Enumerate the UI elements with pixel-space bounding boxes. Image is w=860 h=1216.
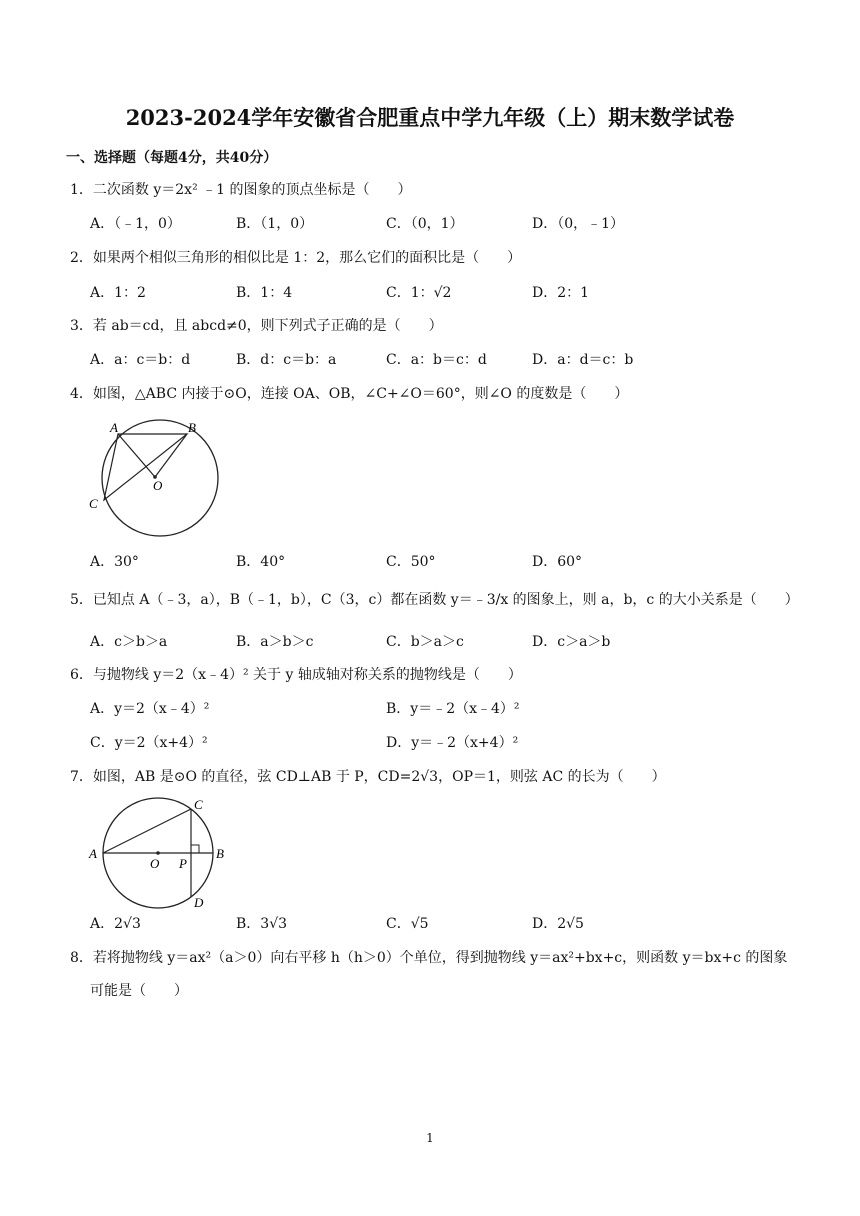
q4-label-a: A — [110, 420, 118, 435]
question-3-stem: 3．若 ab＝cd，且 abcd≠0，则下列式子正确的是（ ） — [70, 318, 443, 334]
question-8-stem: 8．若将抛物线 y＝ax²（a＞0）向右平移 h（h＞0）个单位，得到抛物线 y＝ax²+bx+c，则函数 y＝bx+c 的图象 — [70, 950, 788, 966]
q4-option-b: B．40° — [236, 554, 286, 570]
q7-center-point — [156, 851, 160, 855]
q1-option-a: A．（﹣1，0） — [90, 216, 181, 232]
q1-option-d: D．（0，﹣1） — [532, 216, 625, 232]
q7-label-b: B — [216, 846, 224, 861]
q3-option-d: D．a：d＝c：b — [532, 352, 634, 368]
q7-chord-ac — [103, 809, 191, 853]
q5-option-b: B．a＞b＞c — [236, 634, 314, 650]
q4-label-o: O — [153, 478, 163, 493]
q4-option-a: A．30° — [90, 554, 139, 570]
question-2-stem: 2．如果两个相似三角形的相似比是 1：2，那么它们的面积比是（ ） — [70, 250, 522, 266]
q6-option-b: B．y＝﹣2（x﹣4）² — [386, 701, 520, 717]
q6-option-d: D．y＝﹣2（x+4）² — [386, 735, 519, 751]
q2-option-c: C．1：√2 — [386, 285, 452, 301]
q4-option-d: D．60° — [532, 554, 583, 570]
q7-option-c: C．√5 — [386, 916, 429, 932]
q7-label-d: D — [194, 895, 204, 910]
question-8-stem-continued: 可能是（ ） — [90, 983, 188, 999]
page-number: 1 — [426, 1131, 434, 1145]
q3-option-c: C．a：b＝c：d — [386, 352, 487, 368]
question-4-stem: 4．如图，△ABC 内接于⊙O，连接 OA、OB，∠C+∠O＝60°，则∠O 的度数是（ ） — [70, 386, 629, 402]
q4-label-c: C — [89, 496, 98, 511]
q3-option-b: B．d：c＝b：a — [236, 352, 337, 368]
q5-option-c: C．b＞a＞c — [386, 634, 464, 650]
page-title: 2023-2024学年安徽省合肥重点中学九年级（上）期末数学试卷 — [125, 105, 735, 130]
q7-label-a: A — [89, 846, 97, 861]
q6-option-c: C．y＝2（x+4）² — [90, 735, 208, 751]
q4-circle-figure — [84, 414, 234, 540]
q7-label-c: C — [194, 797, 203, 812]
q1-option-b: B．（1，0） — [236, 216, 314, 232]
q1-option-c: C．（0，1） — [386, 216, 464, 232]
question-6-stem: 6．与抛物线 y＝2（x﹣4）² 关于 y 轴成轴对称关系的抛物线是（ ） — [70, 667, 522, 683]
q4-segment-oa — [118, 434, 155, 477]
q5-option-a: A．c＞b＞a — [90, 634, 168, 650]
q4-option-c: C．50° — [386, 554, 436, 570]
question-7-stem: 7．如图，AB 是⊙O 的直径，弦 CD⊥AB 于 P，CD=2√3，OP＝1，则弦 AC 的长为（ ） — [70, 769, 666, 785]
q2-option-d: D．2：1 — [532, 285, 590, 301]
q7-option-b: B．3√3 — [236, 916, 288, 932]
q2-option-a: A．1：2 — [90, 285, 146, 301]
q7-right-angle-mark — [191, 845, 199, 853]
q7-label-p: P — [179, 856, 187, 871]
question-1-stem: 1．二次函数 y＝2x² ﹣1 的图象的顶点坐标是（ ） — [70, 182, 412, 198]
q2-option-b: B．1：4 — [236, 285, 293, 301]
q4-label-b: B — [188, 420, 196, 435]
q4-triangle-abc — [104, 434, 187, 500]
q7-label-o: O — [150, 856, 160, 871]
q7-circle-figure — [86, 794, 232, 910]
question-5-stem: 5．已知点 A（﹣3，a），B（﹣1，b），C（3，c）都在函数 y＝﹣3/x 的图象上，则 a，b，c 的大小关系是（ ） — [70, 592, 799, 608]
section-heading: 一、选择题（每题4分，共40分） — [66, 150, 278, 166]
q3-option-a: A．a：c＝b：d — [90, 352, 191, 368]
q6-option-a: A．y＝2（x﹣4）² — [90, 701, 210, 717]
q7-option-a: A．2√3 — [90, 916, 141, 932]
q5-option-d: D．c＞a＞b — [532, 634, 611, 650]
q7-option-d: D．2√5 — [532, 916, 584, 932]
